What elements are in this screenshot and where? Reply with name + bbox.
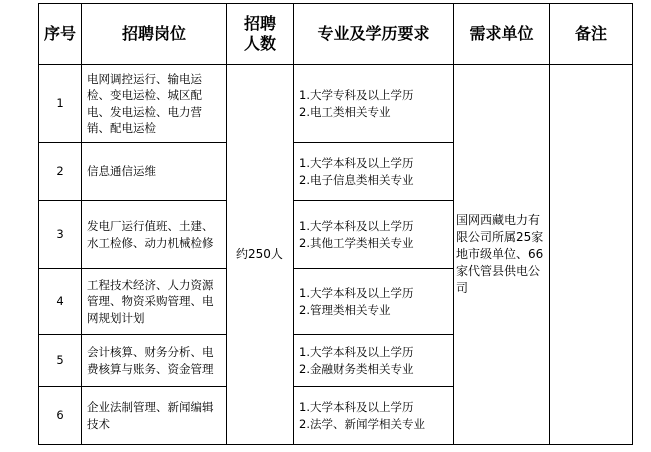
row-index: 6 (39, 387, 82, 445)
requirement-major: 2.电工类相关专业 (299, 104, 391, 119)
row-requirement (294, 201, 454, 269)
row-index: 4 (39, 269, 82, 335)
row-requirement (294, 387, 454, 445)
demand-unit: 国网西藏电力有限公司所属25家地市级单位、66家代管县供电公司 (454, 65, 550, 445)
requirement-major: 2.法学、新闻学相关专业 (299, 416, 425, 431)
header-unit: 需求单位 (454, 4, 550, 65)
requirement-major: 2.金融财务类相关专业 (299, 361, 414, 376)
requirement-major: 2.管理类相关专业 (299, 302, 391, 317)
requirement-education: 1.大学本科及以上学历 (299, 345, 414, 359)
requirement-education: 1.大学本科及以上学历 (299, 219, 414, 233)
header-row (39, 4, 633, 65)
row-position: 电网调控运行、输电运检、变电运检、城区配电、发电运检、电力营销、配电运检 (82, 65, 227, 143)
recruit-count: 约250人 (227, 65, 294, 445)
row-position: 信息通信运维 (82, 143, 227, 201)
row-index: 3 (39, 201, 82, 269)
row-requirement (294, 65, 454, 143)
header-requirement: 专业及学历要求 (294, 4, 454, 65)
header-index: 序号 (39, 4, 82, 65)
row-position: 会计核算、财务分析、电费核算与账务、资金管理 (82, 335, 227, 387)
header-count (227, 4, 294, 65)
requirement-education: 1.大学专科及以上学历 (299, 88, 414, 102)
row-requirement (294, 143, 454, 201)
row-requirement (294, 269, 454, 335)
requirement-education: 1.大学本科及以上学历 (299, 286, 414, 300)
row-position: 企业法制管理、新闻编辑技术 (82, 387, 227, 445)
header-count-line1: 招聘 (243, 14, 276, 33)
row-index: 1 (39, 65, 82, 143)
requirement-education: 1.大学本科及以上学历 (299, 400, 414, 414)
header-count-line2: 人数 (243, 34, 276, 53)
recruitment-table (38, 3, 633, 445)
row-index: 2 (39, 143, 82, 201)
remarks-cell (550, 65, 633, 445)
header-remarks: 备注 (550, 4, 633, 65)
requirement-major: 2.其他工学类相关专业 (299, 235, 414, 250)
row-position: 发电厂运行值班、土建、水工检修、动力机械检修 (82, 201, 227, 269)
requirement-education: 1.大学本科及以上学历 (299, 156, 414, 170)
requirement-major: 2.电子信息类相关专业 (299, 172, 414, 187)
row-position: 工程技术经济、人力资源管理、物资采购管理、电网规划计划 (82, 269, 227, 335)
header-position: 招聘岗位 (82, 4, 227, 65)
row-index: 5 (39, 335, 82, 387)
row-requirement (294, 335, 454, 387)
table-row (39, 65, 633, 143)
